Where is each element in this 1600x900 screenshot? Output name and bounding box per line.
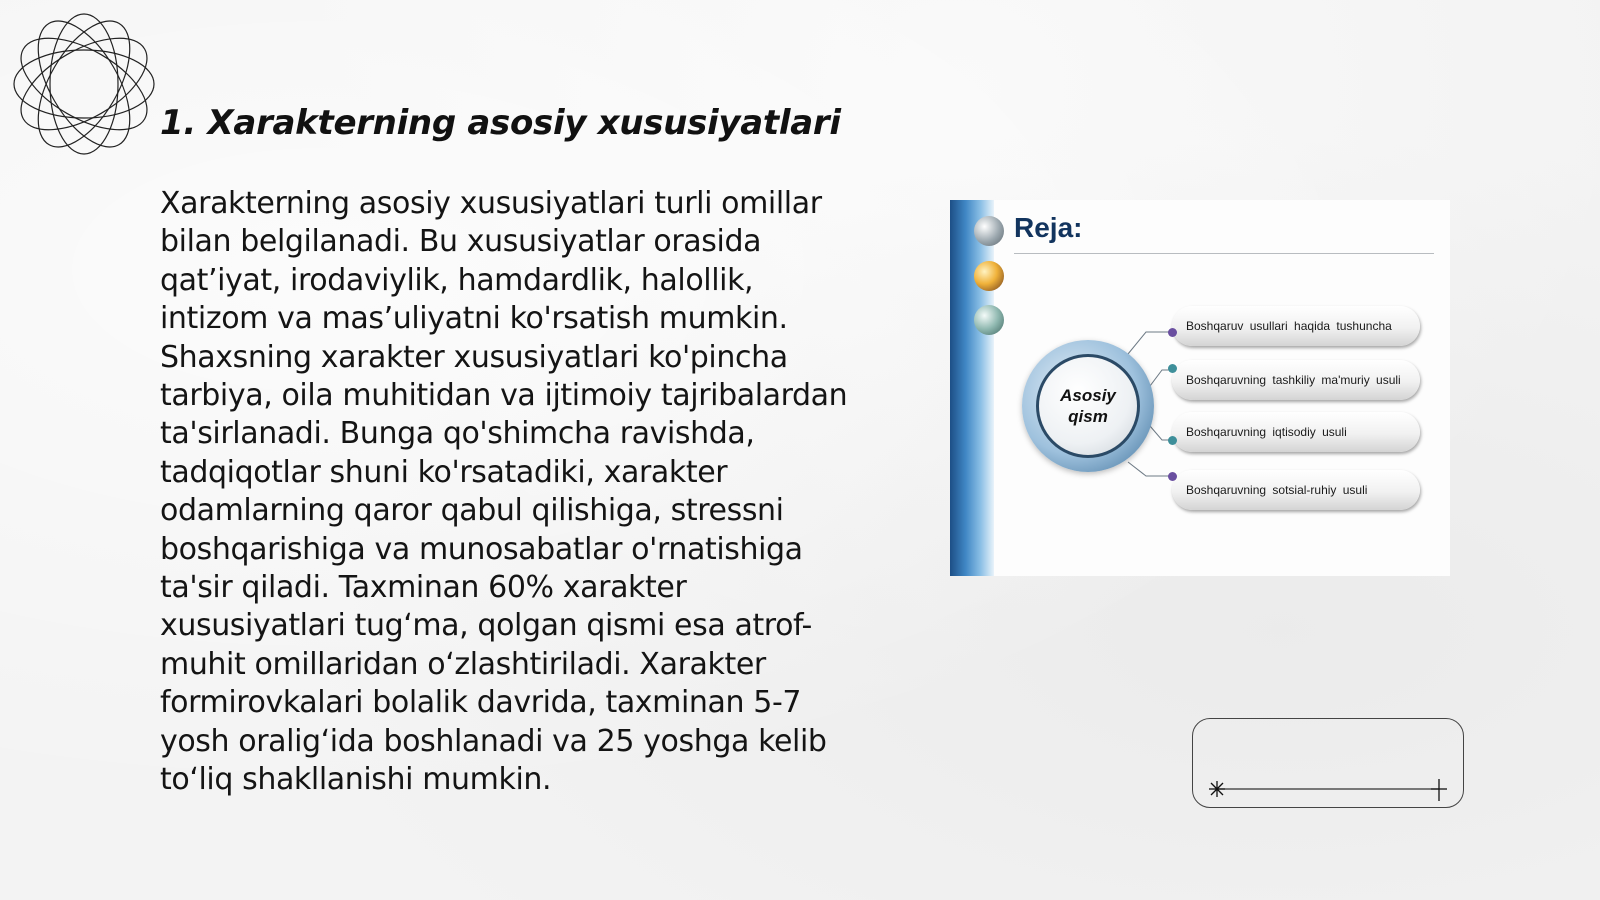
page-title: 1. Xarakterning asosiy xususiyatlari	[160, 103, 841, 143]
hub-circle	[1022, 340, 1154, 472]
decorative-rings-icon	[10, 10, 158, 158]
plan-item: Boshqaruvning iqtisodiy usuli	[1172, 412, 1420, 452]
slide-image	[950, 200, 1450, 576]
plan-item: Boshqaruv usullari haqida tushuncha	[1172, 306, 1420, 346]
plan-item: Boshqaruvning tashkiliy ma'muriy usuli	[1172, 360, 1420, 400]
hub-label: Asosiy qism	[1036, 354, 1140, 458]
connector-dot-icon	[1168, 364, 1177, 373]
decorative-frame	[1192, 718, 1464, 808]
connector-dot-icon	[1168, 436, 1177, 445]
body-paragraph: Xarakterning asosiy xususiyatlari turli omillar bilan belgilanadi. Bu xususiyatlar orasida qat’iyat, irodaviylik, hamdardlik, halollik, intizom va mas’uliyatni ko'rsatish mumkin. Shaxsning xarakter xususiyatlari ko'pincha tarbiya, oila muhitidan va ijtimoiy tajribalardan ta'sirlanadi. Bunga qo'shimcha ravishda, tadqiqotlar shuni ko'rsatadiki, xarakter odamlarning qaror qabul qilishiga, stressni boshqarishiga va munosabatlar o'rnatishiga ta'sir qiladi. Taxminan 60% xarakter xususiyatlari tug‘ma, qolgan qismi esa atrof-muhit omillaridan o‘zlashtiriladi. Xarakter formirovkalari bolalik davrida, taxminan 5-7 yosh oralig‘ida boshlanadi va 25 yoshga kelib to‘liq shakllanishi mumkin.	[160, 186, 848, 798]
slide-heading: Reja:	[1014, 212, 1083, 243]
plan-item: Boshqaruvning sotsial-ruhiy usuli	[1172, 470, 1420, 510]
connector-dot-icon	[1168, 472, 1177, 481]
sparkle-line-icon	[1193, 719, 1465, 809]
connector-dot-icon	[1168, 328, 1177, 337]
